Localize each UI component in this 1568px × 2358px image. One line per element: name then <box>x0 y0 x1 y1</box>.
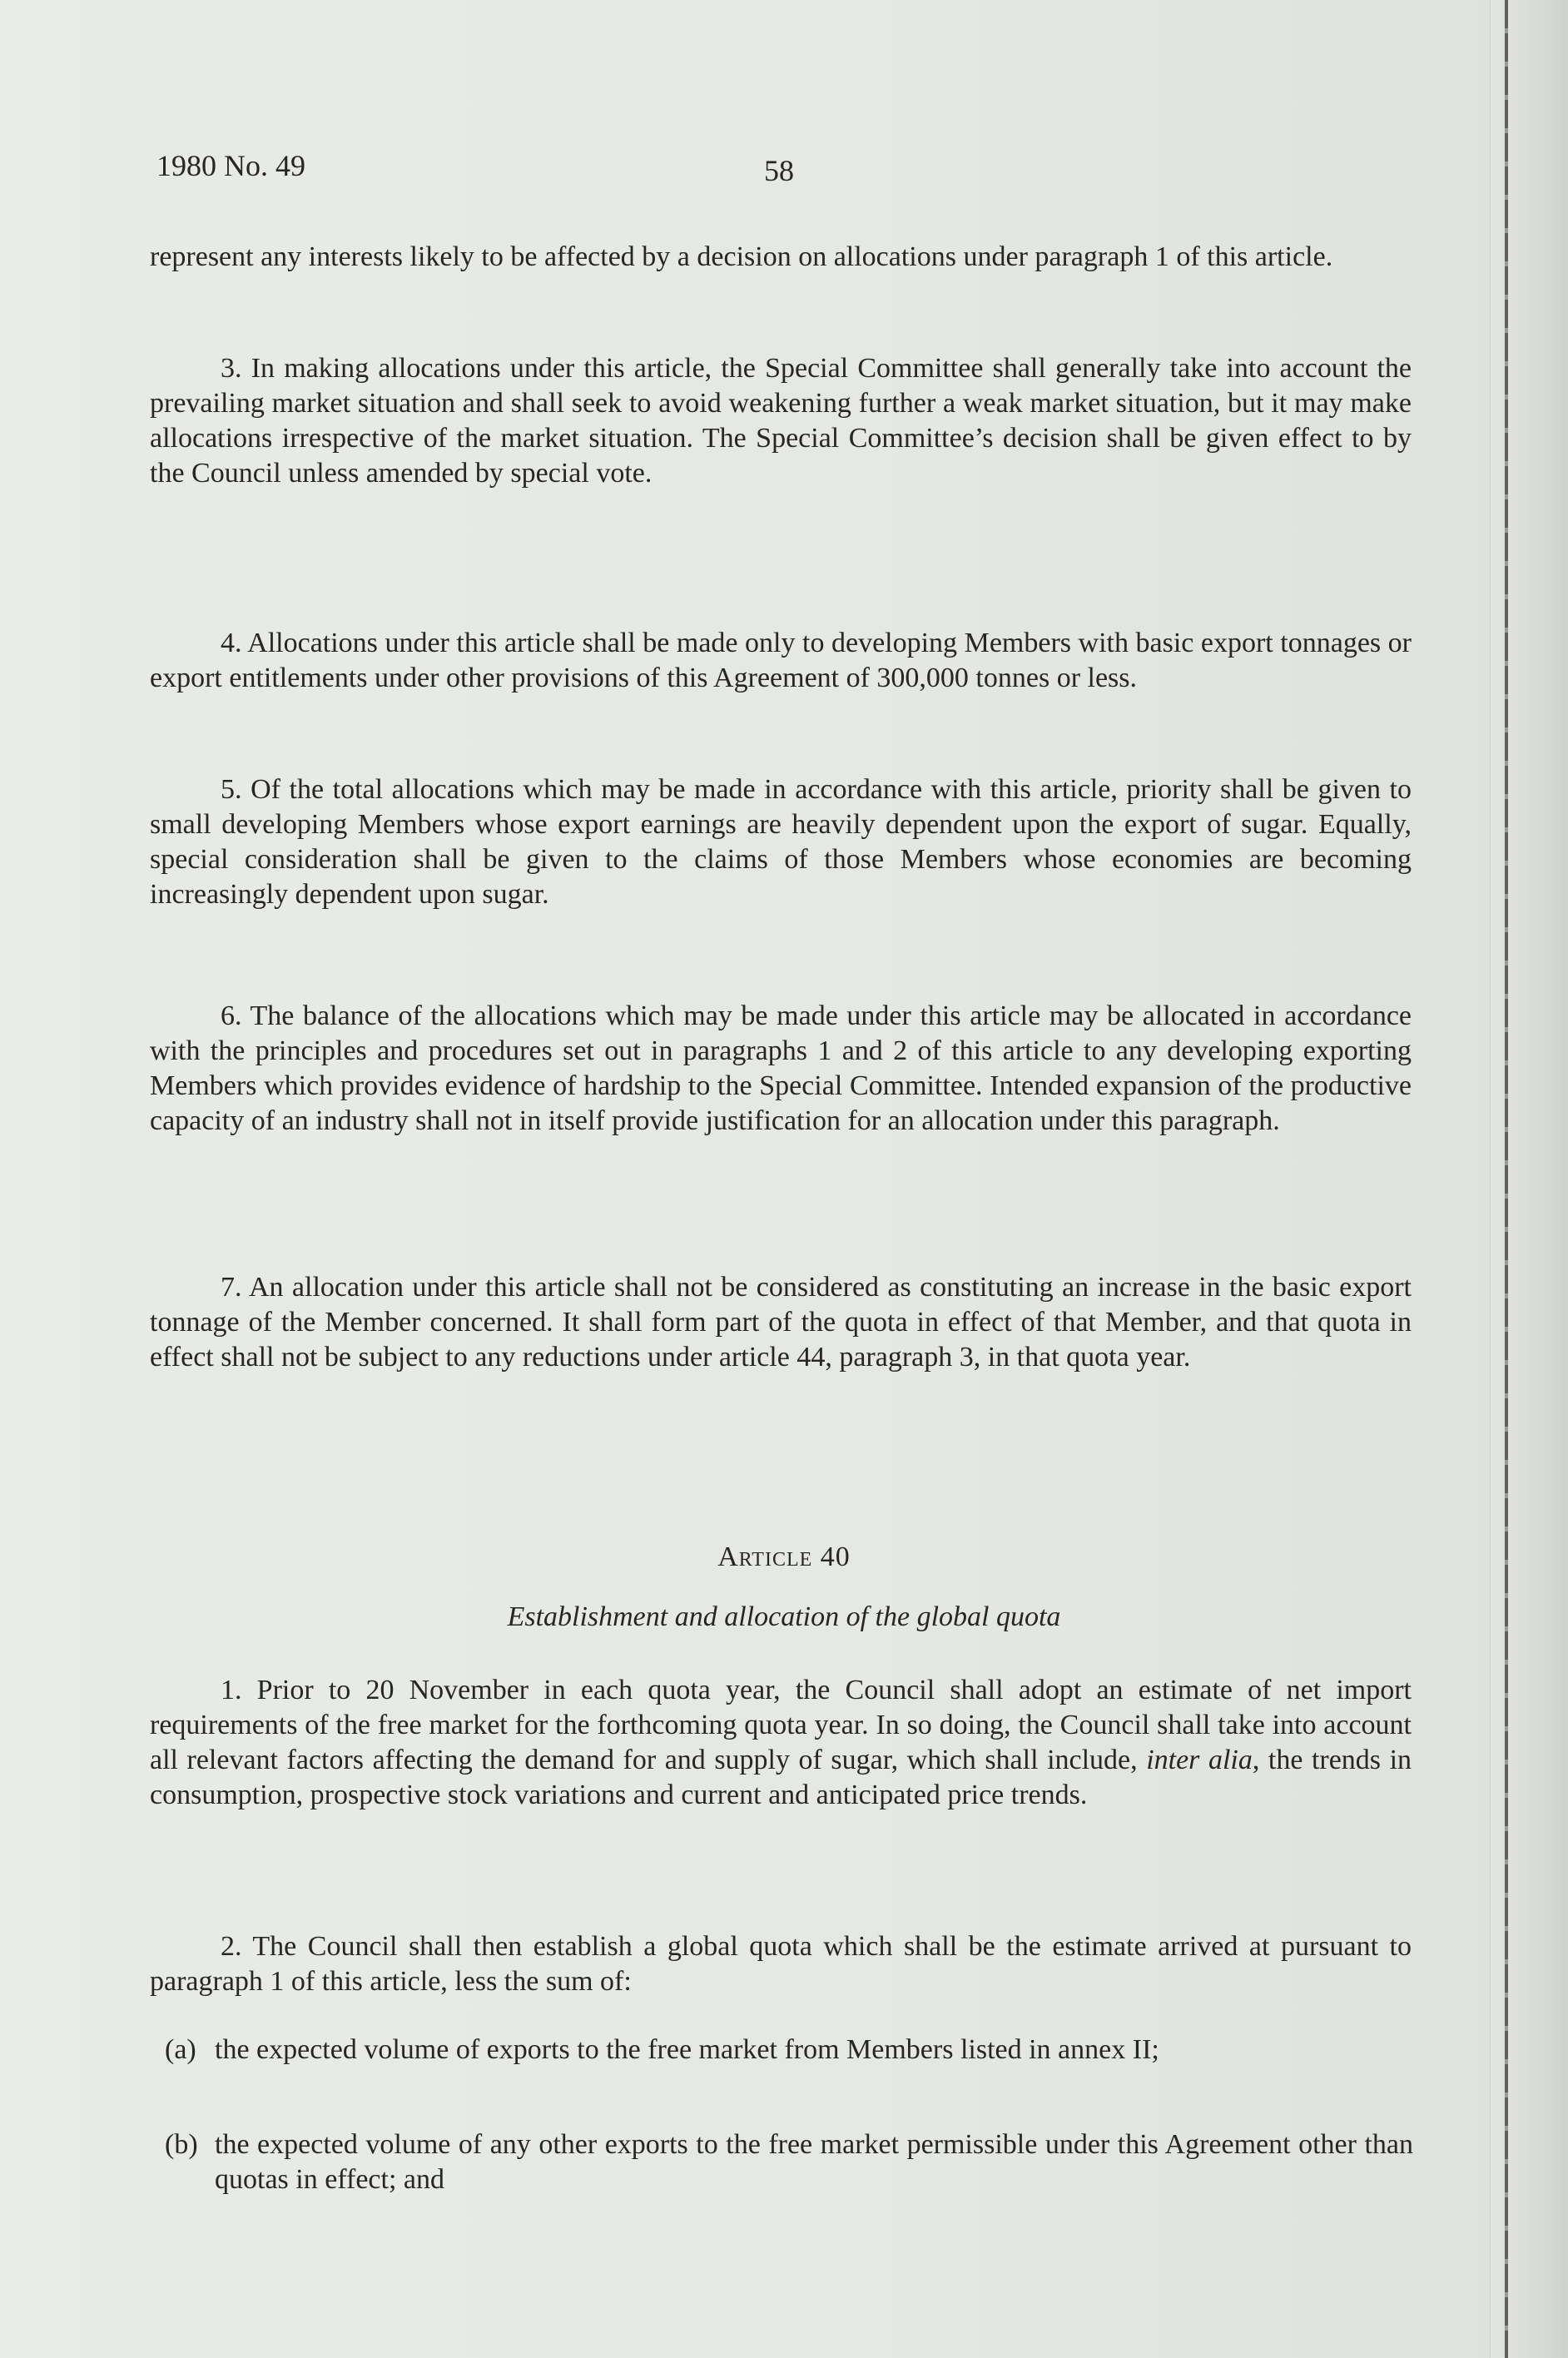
italic-term: inter alia <box>1146 1745 1253 1775</box>
paragraph-5 <box>150 772 1412 912</box>
paragraph-text: The balance of the allocations which may be made under this article may be allocated in accordance with the principles and procedures set out in paragraphs 1 and 2 of this article to any developing exporting Members which provides evidence of hardship to the Special Committee. Intended expansion of the productive capacity of an industry shall not in itself provide justification for an allocation under this paragraph. <box>150 1000 1412 1136</box>
paragraph-number: 5. <box>221 774 242 805</box>
list-item-b <box>165 2127 1413 2197</box>
list-label: (b) <box>165 2129 198 2160</box>
paragraph-text: Of the total allocations which may be made in accordance with this article, priority shall be given to small developing Members whose export earnings are heavily dependent upon the export of sugar. Equally, special consideration shall be given to the claims of those Members whose economies are becoming increasingly dependent upon sugar. <box>150 774 1412 910</box>
paragraph-text: An allocation under this article shall not be considered as constituting an increase in the basic export tonnage of the Member concerned. It shall form part of the quota in effect of that Member, and that quota in effect shall not be subject to any reductions under article 44, paragraph 3, in that quota year. <box>150 1272 1412 1373</box>
running-head: 1980 No. 49 <box>156 149 305 182</box>
paragraph-text: Prior to 20 November in each quota year, the Council shall adopt an estimate of net import requirements of the free market for the forthcoming quota year. In so doing, the Council shall take into account all relevant factors affecting the demand for and supply of sugar, which shall include, <box>150 1675 1412 1775</box>
article-paragraph-1 <box>150 1673 1412 1813</box>
page-number: 58 <box>764 154 794 187</box>
article-subtitle: Establishment and allocation of the global quota <box>507 1601 1061 1632</box>
paragraph-4 <box>150 626 1412 696</box>
paragraph-text: represent any interests likely to be affected by a decision on allocations under paragraph 1 of this article. <box>150 241 1333 272</box>
list-item-a <box>165 2033 1413 2068</box>
article-heading: Article 40 <box>717 1541 851 1572</box>
paragraph-number: 4. <box>221 628 242 658</box>
paragraph-text: The Council shall then establish a global quota which shall be the estimate arrived at pursuant to paragraph 1 of this article, less the sum of: <box>150 1931 1412 1997</box>
list-label: (a) <box>165 2034 196 2065</box>
paragraph-number: 1. <box>221 1675 242 1705</box>
paragraph-7 <box>150 1270 1412 1375</box>
list-text: the expected volume of any other exports to the free market permissible under this Agreement other than quotas in effect; and <box>215 2129 1413 2195</box>
paragraph-number: 2. <box>221 1931 242 1962</box>
binding-stitch-line <box>1505 0 1508 2358</box>
paragraph-6 <box>150 999 1412 1139</box>
paragraph-number: 7. <box>221 1272 242 1303</box>
page-edge <box>1490 0 1568 2358</box>
paragraph-3 <box>150 351 1412 491</box>
list-text: the expected volume of exports to the free market from Members listed in annex II; <box>215 2034 1159 2065</box>
paragraph-text: In making allocations under this article, the Special Committee shall generally take into account the prevailing market situation and shall seek to avoid weakening further a weak market situation, but it may make allocations irrespective of the market situation. The Special Committee’s decision shall be given effect to by the Council unless amended by special vote. <box>150 353 1412 489</box>
article-paragraph-2 <box>150 1929 1412 1999</box>
paragraph-text: Allocations under this article shall be made only to developing Members with basic export tonnages or export entitlements under other provisions of this Agreement of 300,000 tonnes or less. <box>150 628 1412 693</box>
paragraph-number: 3. <box>221 353 242 384</box>
paragraph-number: 6. <box>221 1000 242 1031</box>
paragraph-continuation <box>150 240 1412 275</box>
paragraph-text-continued: , the trends in consumption, prospective stock variations and current and anticipated price trends. <box>150 1745 1412 1810</box>
